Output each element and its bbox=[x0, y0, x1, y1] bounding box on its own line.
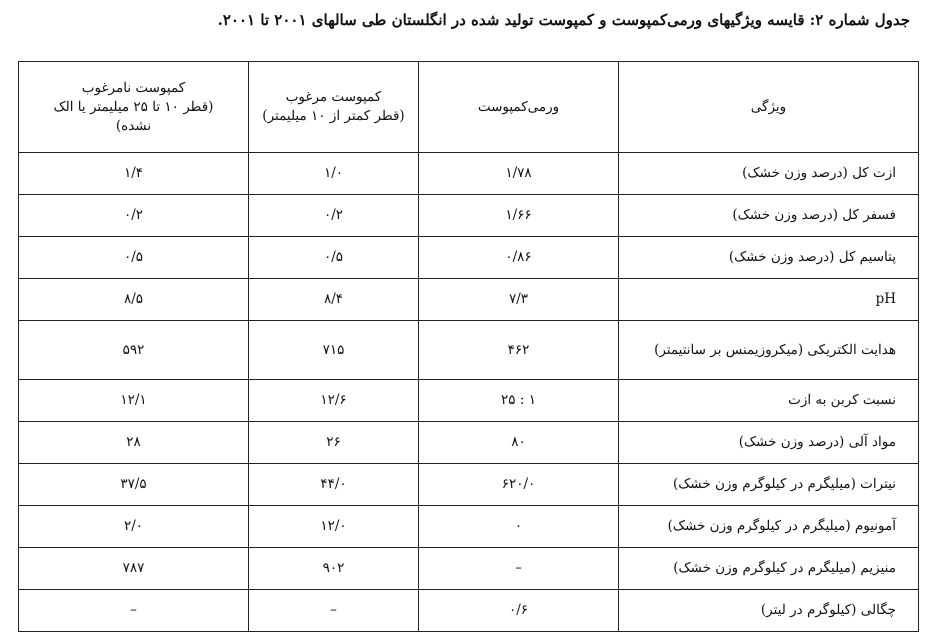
table-row bbox=[19, 279, 919, 321]
cell-good-compost: ۹۰۲ bbox=[249, 548, 419, 590]
header-property bbox=[619, 62, 919, 153]
cell-poor-compost: ۷۸۷ bbox=[19, 548, 249, 590]
cell-poor-compost: ۵۹۲ bbox=[19, 321, 249, 380]
cell-property: منیزیم (میلیگرم در کیلوگرم وزن خشک) bbox=[619, 548, 919, 590]
cell-good-compost: ۲۶ bbox=[249, 422, 419, 464]
cell-property: نیترات (میلیگرم در کیلوگرم وزن خشک) bbox=[619, 464, 919, 506]
cell-good-compost: ۰/۲ bbox=[249, 195, 419, 237]
cell-vermicompost: ۴۶۲ bbox=[419, 321, 619, 380]
table-row bbox=[19, 506, 919, 548]
header-good-compost-note: (قطر کمتر از ۱۰ میلیمتر) bbox=[262, 108, 405, 124]
cell-poor-compost: ۲۸ bbox=[19, 422, 249, 464]
table-row bbox=[19, 380, 919, 422]
table-row bbox=[19, 237, 919, 279]
cell-vermicompost: ۶۲۰/۰ bbox=[419, 464, 619, 506]
comparison-table bbox=[18, 61, 919, 632]
cell-poor-compost: ۳۷/۵ bbox=[19, 464, 249, 506]
header-vermicompost-label: ورمی‌کمپوست bbox=[477, 98, 560, 115]
header-vermicompost bbox=[419, 62, 619, 153]
cell-good-compost: ۱۲/۰ bbox=[249, 506, 419, 548]
cell-poor-compost: ۱/۴ bbox=[19, 153, 249, 195]
table-row bbox=[19, 153, 919, 195]
cell-good-compost: ۱/۰ bbox=[249, 153, 419, 195]
cell-poor-compost: ۰/۲ bbox=[19, 195, 249, 237]
header-good-compost-title: کمپوست مرغوب bbox=[285, 89, 382, 105]
cell-property: pH bbox=[619, 279, 919, 321]
table-row bbox=[19, 321, 919, 380]
header-poor-compost-note-1: (قطر ۱۰ تا ۲۵ میلیمتر یا الک bbox=[53, 98, 214, 115]
cell-property: ازت کل (درصد وزن خشک) bbox=[619, 153, 919, 195]
cell-vermicompost: – bbox=[419, 548, 619, 590]
cell-property: پتاسیم کل (درصد وزن خشک) bbox=[619, 237, 919, 279]
header-poor-compost-title: کمپوست نامرغوب bbox=[81, 79, 186, 96]
table-row bbox=[19, 590, 919, 632]
cell-good-compost: – bbox=[249, 590, 419, 632]
cell-property: مواد آلی (درصد وزن خشک) bbox=[619, 422, 919, 464]
cell-vermicompost: ۱ : ۲۵ bbox=[419, 380, 619, 422]
cell-vermicompost: ۰/۶ bbox=[419, 590, 619, 632]
cell-vermicompost: ۰/۸۶ bbox=[419, 237, 619, 279]
cell-vermicompost: ۷/۳ bbox=[419, 279, 619, 321]
cell-vermicompost: ۸۰ bbox=[419, 422, 619, 464]
cell-vermicompost: ۱/۶۶ bbox=[419, 195, 619, 237]
cell-property: فسفر کل (درصد وزن خشک) bbox=[619, 195, 919, 237]
cell-good-compost: ۰/۵ bbox=[249, 237, 419, 279]
cell-vermicompost: ۰ bbox=[419, 506, 619, 548]
cell-property: آمونیوم (میلیگرم در کیلوگرم وزن خشک) bbox=[619, 506, 919, 548]
header-poor-compost bbox=[19, 62, 249, 153]
cell-poor-compost: ۰/۵ bbox=[19, 237, 249, 279]
header-property-label: ویژگی bbox=[750, 98, 787, 115]
table-caption: جدول شماره ۲: قایسه ویژگیهای ورمی‌کمپوست و کمپوست تولید شده در انگلستان طی سالهای ۲۰۰۱ تا ۲۰۰۱. bbox=[217, 11, 910, 29]
table-row bbox=[19, 422, 919, 464]
cell-good-compost: ۱۲/۶ bbox=[249, 380, 419, 422]
table-row bbox=[19, 548, 919, 590]
header-poor-compost-note-2: نشده) bbox=[115, 117, 152, 134]
table-row bbox=[19, 464, 919, 506]
cell-property: هدایت الکتریکی (میکروزیمنس بر سانتیمتر) bbox=[619, 321, 919, 380]
cell-poor-compost: ۸/۵ bbox=[19, 279, 249, 321]
header-good-compost bbox=[249, 62, 419, 153]
cell-poor-compost: ۱۲/۱ bbox=[19, 380, 249, 422]
cell-property: چگالی (کیلوگرم در لیتر) bbox=[619, 590, 919, 632]
cell-good-compost: ۸/۴ bbox=[249, 279, 419, 321]
cell-good-compost: ۷۱۵ bbox=[249, 321, 419, 380]
cell-poor-compost: – bbox=[19, 590, 249, 632]
cell-vermicompost: ۱/۷۸ bbox=[419, 153, 619, 195]
header-row bbox=[19, 62, 919, 153]
cell-good-compost: ۴۴/۰ bbox=[249, 464, 419, 506]
cell-property: نسبت کربن به ازت bbox=[619, 380, 919, 422]
cell-poor-compost: ۲/۰ bbox=[19, 506, 249, 548]
table-row bbox=[19, 195, 919, 237]
